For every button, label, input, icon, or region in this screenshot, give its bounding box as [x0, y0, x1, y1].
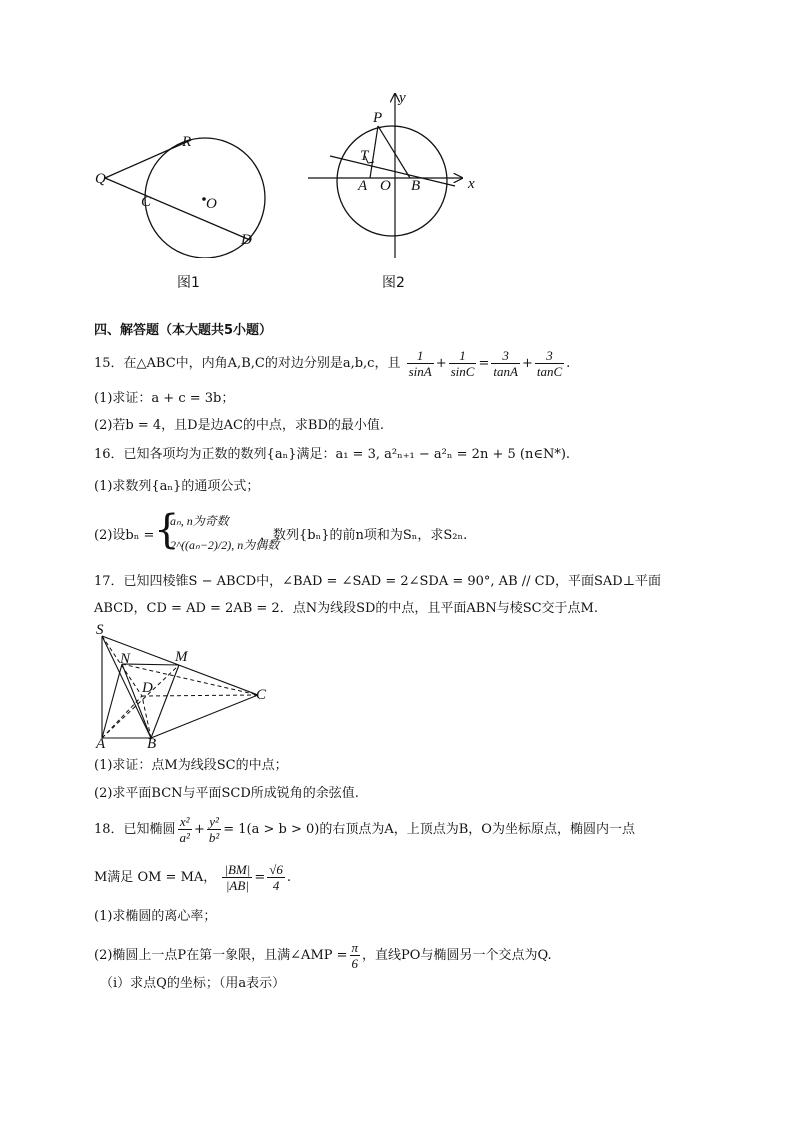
- label-B: B: [147, 736, 157, 752]
- q15-frac-2-den: sinC: [450, 364, 475, 379]
- q16-case-2: 2^((aₙ−2)/2), n为偶数: [170, 538, 280, 552]
- label-B: B: [411, 178, 421, 194]
- q18-ratio-rhs-den: 4: [272, 878, 280, 893]
- q18-frac-x-num: x²: [178, 814, 192, 830]
- q18-ratio-lhs-num: |BM|: [224, 862, 251, 877]
- q16-part-1: (1)求数列{aₙ}的通项公式；: [94, 479, 260, 494]
- q17-line-1: 17．已知四棱锥S − ABCD中，∠BAD = ∠SAD = 2∠SDA = 90°, AB // CD，平面SAD⊥平面: [94, 574, 661, 589]
- q16-part-2-suffix: ，数列{bₙ}的前n项和为Sₙ，求S₂ₙ.: [260, 528, 468, 543]
- q15-frac-1: [407, 348, 434, 379]
- q18-frac-x-den: a²: [179, 830, 190, 845]
- label-C: C: [141, 194, 152, 210]
- q18-part-2: [94, 938, 552, 974]
- figure-1-caption: 图1: [177, 275, 200, 291]
- q15-frac-4-den: tanC: [536, 364, 563, 379]
- q18-line-2: M满足 OM = MA， $\frac{|BM|}{|AB|}$ = $\frac{√6}{4}$ .: [94, 862, 292, 893]
- q16-case-1: aₙ, n为奇数: [170, 514, 229, 528]
- label-O: O: [206, 196, 217, 212]
- q18-ratio-rhs-num: √6: [269, 862, 283, 877]
- q15-frac-3: [491, 348, 520, 379]
- label-D: D: [142, 680, 153, 696]
- pyramid-diagram: [94, 628, 274, 750]
- q18-line-1-suffix: = 1(a > b > 0)的右顶点为A，上顶点为B，O为坐标原点，椭圆内一点: [223, 822, 635, 837]
- q15-part-2: (2)若b = 4，且D是边AC的中点，求BD的最小值.: [94, 418, 385, 433]
- q15-frac-2-num: 1: [449, 348, 477, 364]
- label-A: A: [358, 178, 368, 194]
- q18-line-1-prefix: 18．已知椭圆: [94, 822, 176, 837]
- q18-part-1: (1)求椭圆的离心率；: [94, 909, 217, 924]
- q18-ratio-lhs-den: |AB|: [225, 878, 249, 893]
- q18-frac-x: [178, 814, 192, 845]
- figure-2-diagram: [300, 88, 480, 258]
- q18-part-2-suffix: ，直线PO与椭圆另一个交点为Q.: [362, 948, 552, 963]
- label-A: A: [96, 736, 106, 752]
- q16-part-2-prefix: (2)设bₙ =: [94, 528, 155, 543]
- label-T: T: [360, 148, 369, 164]
- q15-frac-3-num: 3: [491, 348, 520, 364]
- label-C: C: [256, 687, 267, 703]
- q17-part-2: (2)求平面BCN与平面SCD所成锐角的余弦值.: [94, 786, 359, 801]
- q15-stem-text: 15．在△ABC中，内角A,B,C的对边分别是a,b,c，且: [94, 356, 401, 371]
- label-y-axis: y: [399, 90, 406, 106]
- q18-angle-num: π: [351, 940, 359, 955]
- q18-ratio-rhs: [267, 862, 285, 893]
- q16-stem: 16．已知各项均为正数的数列{aₙ}满足：a₁ = 3, a²ₙ₊₁ − a²ₙ = 2n + 5 (n∈N*).: [94, 447, 571, 462]
- label-P: P: [373, 110, 383, 126]
- q16-brace: {: [154, 507, 180, 553]
- q18-frac-y: [207, 814, 221, 845]
- figure-2-caption: 图2: [382, 275, 405, 291]
- q15-frac-1-num: 1: [407, 348, 434, 364]
- q18-part-2-i: （i）求点Q的坐标；（用a表示）: [100, 976, 286, 991]
- q15-frac-2: [449, 348, 477, 379]
- q18-frac-y-num: y²: [207, 814, 221, 830]
- label-O: O: [380, 178, 391, 194]
- q15-frac-4-num: 3: [535, 348, 564, 364]
- label-Q: Q: [95, 171, 106, 187]
- label-M: M: [175, 649, 188, 665]
- label-x-axis: x: [468, 176, 475, 192]
- q17-line-2: ABCD，CD = AD = 2AB = 2．点N为线段SD的中点，且平面ABN与棱SC交于点M.: [94, 601, 599, 616]
- q18-frac-y-den: b²: [208, 830, 220, 845]
- q15-frac-3-den: tanA: [493, 364, 518, 379]
- q15-frac-4: [535, 348, 564, 379]
- q18-ratio-lhs: [222, 862, 252, 893]
- q18-angle-frac: [350, 940, 361, 971]
- q15-frac-1-den: sinA: [408, 364, 432, 379]
- q18-line-1: 18．已知椭圆 $\frac{\text{x²}}{\text{a²}}$ + $\frac{\text{y²}}{\text{b²}}$ = 1(a > b > 0)的右顶点为A，上顶点为B，O为坐标原点，椭圆内一点: [94, 814, 635, 845]
- label-R: R: [182, 134, 192, 150]
- label-D: D: [241, 232, 252, 248]
- q15-part-1: (1)求证：a + c = 3b；: [94, 391, 235, 406]
- section-title: 四、解答题（本大题共5小题）: [94, 323, 273, 338]
- q17-part-1: (1)求证：点M为线段SC的中点；: [94, 758, 288, 773]
- q18-angle-den: 6: [351, 956, 359, 971]
- q18-part-2-prefix: (2)椭圆上一点P在第一象限，且满∠AMP =: [94, 948, 348, 963]
- label-S: S: [96, 622, 104, 638]
- q15-stem: 15．在△ABC中，内角A,B,C的对边分别是a,b,c，且 $\frac{1}{\sin A}$ + $\frac{1}{\sin C}$ = $\frac{3}{\tan A}$ + $\frac{3}{\tan C}$ .: [94, 348, 571, 379]
- q18-line-2-prefix: M满足 OM = MA，: [94, 870, 217, 885]
- label-N: N: [120, 651, 131, 667]
